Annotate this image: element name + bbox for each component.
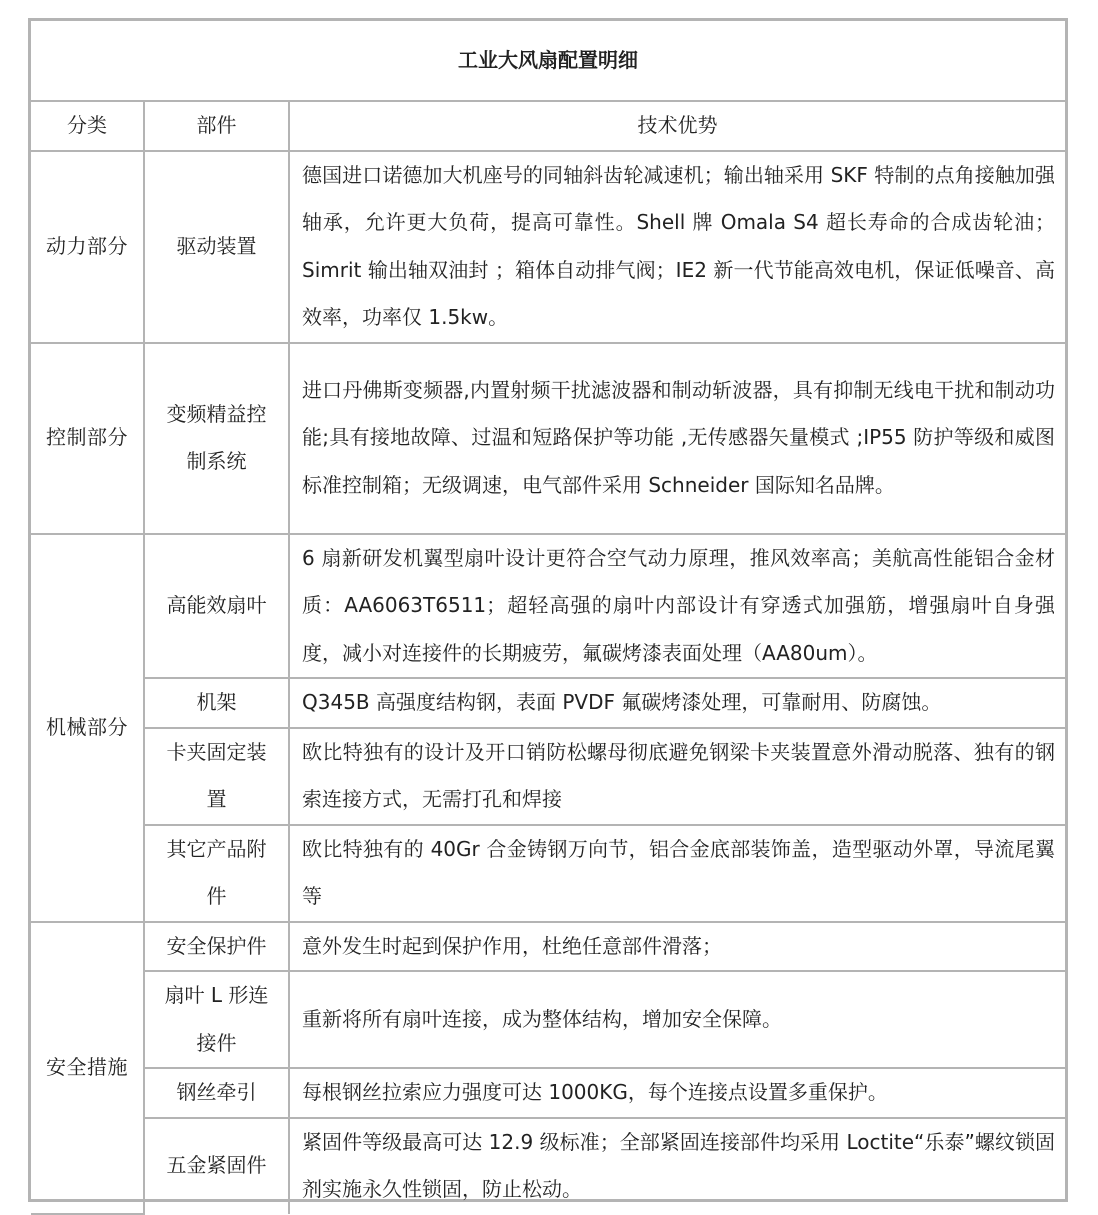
description-safety-guard: 意外发生时起到保护作用，杜绝任意部件滑落； <box>289 922 1065 972</box>
component-clamp: 卡夹固定装置 <box>144 728 289 825</box>
config-table-frame <box>28 18 1068 1202</box>
description-blades: 6 扇新研发机翼型扇叶设计更符合空气动力原理，推风效率高；美航高性能铝合金材质：AA6063T6511；超轻高强的扇叶内部设计有穿透式加强筋，增强扇叶自身强度，减小对连接件的长期疲劳，氟碳烤漆表面处理（AA80um）。 <box>289 534 1065 679</box>
header-component: 部件 <box>144 101 289 151</box>
table-row <box>31 922 1065 972</box>
table-row <box>31 1118 1065 1214</box>
category-mechanical: 机械部分 <box>31 534 144 922</box>
component-blades: 高能效扇叶 <box>144 534 289 679</box>
description-drive: 德国进口诺德加大机座号的同轴斜齿轮减速机；输出轴采用 SKF 特制的点角接触加强轴承，允许更大负荷，提高可靠性。Shell 牌 Omala S4 超长寿命的合成齿轮油；Simrit 输出轴双油封 ；箱体自动排气阀；IE2 新一代节能高效电机，保证低噪音、高效率，功率仅 1.5kw。 <box>289 151 1065 343</box>
component-inverter-system: 变频精益控制系统 <box>144 343 289 534</box>
category-control: 控制部分 <box>31 343 144 534</box>
component-safety-guard: 安全保护件 <box>144 922 289 972</box>
table-row <box>31 534 1065 679</box>
table-row <box>31 728 1065 825</box>
description-fasteners: 紧固件等级最高可达 12.9 级标准；全部紧固连接部件均采用 Loctite“乐泰”螺纹锁固剂实施永久性锁固，防止松动。 <box>289 1118 1065 1214</box>
config-table <box>31 21 1065 1215</box>
table-row <box>31 678 1065 728</box>
description-clamp: 欧比特独有的设计及开口销防松螺母彻底避免钢梁卡夹装置意外滑动脱落、独有的钢索连接方式，无需打孔和焊接 <box>289 728 1065 825</box>
category-safety: 安全措施 <box>31 922 144 1214</box>
header-category: 分类 <box>31 101 144 151</box>
component-frame: 机架 <box>144 678 289 728</box>
component-wire-rope: 钢丝牵引 <box>144 1068 289 1118</box>
component-accessories: 其它产品附件 <box>144 825 289 922</box>
description-wire-rope: 每根钢丝拉索应力强度可达 1000KG，每个连接点设置多重保护。 <box>289 1068 1065 1118</box>
component-fasteners: 五金紧固件 <box>144 1118 289 1214</box>
component-drive: 驱动装置 <box>144 151 289 343</box>
header-advantage: 技术优势 <box>289 101 1065 151</box>
category-power: 动力部分 <box>31 151 144 343</box>
component-l-connector: 扇叶 L 形连接件 <box>144 971 289 1068</box>
table-row <box>31 825 1065 922</box>
header-row <box>31 101 1065 151</box>
description-accessories: 欧比特独有的 40Gr 合金铸钢万向节，铝合金底部装饰盖，造型驱动外罩，导流尾翼等 <box>289 825 1065 922</box>
table-title: 工业大风扇配置明细 <box>31 21 1065 101</box>
description-inverter-system: 进口丹佛斯变频器,内置射频干扰滤波器和制动斩波器，具有抑制无线电干扰和制动功能;具有接地故障、过温和短路保护等功能 ,无传感器矢量模式 ;IP55 防护等级和威图标准控制箱；无级调速，电气部件采用 Schneider 国际知名品牌。 <box>289 343 1065 534</box>
table-row <box>31 343 1065 534</box>
table-row <box>31 1068 1065 1118</box>
title-row <box>31 21 1065 101</box>
description-l-connector: 重新将所有扇叶连接，成为整体结构，增加安全保障。 <box>289 971 1065 1068</box>
description-frame: Q345B 高强度结构钢，表面 PVDF 氟碳烤漆处理，可靠耐用、防腐蚀。 <box>289 678 1065 728</box>
table-row <box>31 971 1065 1068</box>
table-row <box>31 151 1065 343</box>
